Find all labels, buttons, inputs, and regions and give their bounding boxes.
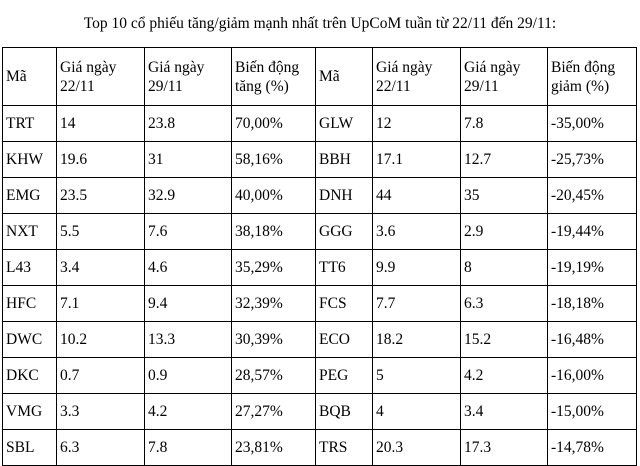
cell-price-22-11-down: 20.3 bbox=[373, 430, 461, 466]
cell-price-29-11-down: 17.3 bbox=[461, 430, 548, 466]
cell-ticker-down: ECO bbox=[316, 322, 373, 358]
cell-ticker-down: GGG bbox=[316, 214, 373, 250]
cell-ticker-up: SBL bbox=[3, 430, 57, 466]
cell-price-22-11-up: 3.4 bbox=[57, 250, 145, 286]
cell-change-up: 35,29% bbox=[232, 250, 316, 286]
header-line: Giá ngày bbox=[376, 58, 433, 76]
header-line: 22/11 bbox=[376, 77, 411, 95]
header-price-29-11-down bbox=[461, 48, 548, 106]
cell-price-22-11-down: 44 bbox=[373, 178, 461, 214]
header-line: giảm (%) bbox=[551, 77, 610, 95]
cell-change-down: -19,44% bbox=[548, 214, 637, 250]
header-ticker-down: Mã bbox=[316, 48, 373, 106]
cell-price-29-11-down: 7.8 bbox=[461, 106, 548, 142]
stocks-table bbox=[2, 47, 637, 466]
cell-ticker-down: GLW bbox=[316, 106, 373, 142]
cell-price-29-11-up: 9.4 bbox=[145, 286, 232, 322]
cell-price-22-11-up: 19.6 bbox=[57, 142, 145, 178]
cell-price-29-11-down: 8 bbox=[461, 250, 548, 286]
header-price-22-11-down bbox=[373, 48, 461, 106]
header-line: tăng (%) bbox=[235, 77, 289, 95]
header-price-29-11-up bbox=[145, 48, 232, 106]
header-line: Biến động bbox=[551, 58, 616, 76]
cell-price-22-11-up: 10.2 bbox=[57, 322, 145, 358]
cell-price-22-11-down: 4 bbox=[373, 394, 461, 430]
header-change-down bbox=[548, 48, 637, 106]
cell-price-22-11-down: 7.7 bbox=[373, 286, 461, 322]
cell-change-down: -20,45% bbox=[548, 178, 637, 214]
cell-price-22-11-down: 18.2 bbox=[373, 322, 461, 358]
cell-change-down: -18,18% bbox=[548, 286, 637, 322]
header-line: Giá ngày bbox=[464, 58, 521, 76]
cell-ticker-down: PEG bbox=[316, 358, 373, 394]
table-row bbox=[3, 250, 637, 286]
table-row bbox=[3, 394, 637, 430]
header-line: Giá ngày bbox=[148, 58, 205, 76]
cell-price-22-11-up: 5.5 bbox=[57, 214, 145, 250]
cell-ticker-up: NXT bbox=[3, 214, 57, 250]
cell-change-up: 28,57% bbox=[232, 358, 316, 394]
cell-ticker-up: VMG bbox=[3, 394, 57, 430]
cell-price-22-11-down: 3.6 bbox=[373, 214, 461, 250]
table-row bbox=[3, 214, 637, 250]
cell-price-29-11-down: 4.2 bbox=[461, 358, 548, 394]
page-title: Top 10 cổ phiếu tăng/giảm mạnh nhất trên UpCoM tuần từ 22/11 đến 29/11: bbox=[83, 15, 557, 32]
cell-change-up: 40,00% bbox=[232, 178, 316, 214]
header-row bbox=[3, 48, 637, 106]
cell-price-29-11-up: 7.8 bbox=[145, 430, 232, 466]
cell-price-22-11-up: 6.3 bbox=[57, 430, 145, 466]
cell-change-down: -16,00% bbox=[548, 358, 637, 394]
cell-change-down: -16,48% bbox=[548, 322, 637, 358]
cell-price-29-11-up: 7.6 bbox=[145, 214, 232, 250]
cell-change-up: 32,39% bbox=[232, 286, 316, 322]
cell-ticker-down: FCS bbox=[316, 286, 373, 322]
cell-change-down: -14,78% bbox=[548, 430, 637, 466]
cell-ticker-up: HFC bbox=[3, 286, 57, 322]
cell-change-up: 70,00% bbox=[232, 106, 316, 142]
cell-price-22-11-up: 23.5 bbox=[57, 178, 145, 214]
cell-ticker-down: BQB bbox=[316, 394, 373, 430]
cell-price-29-11-down: 3.4 bbox=[461, 394, 548, 430]
cell-change-down: -35,00% bbox=[548, 106, 637, 142]
cell-ticker-up: TRT bbox=[3, 106, 57, 142]
cell-change-up: 38,18% bbox=[232, 214, 316, 250]
table-row bbox=[3, 142, 637, 178]
cell-ticker-down: TT6 bbox=[316, 250, 373, 286]
header-line: Giá ngày bbox=[60, 58, 117, 76]
table-row bbox=[3, 106, 637, 142]
cell-price-29-11-up: 23.8 bbox=[145, 106, 232, 142]
cell-price-29-11-down: 2.9 bbox=[461, 214, 548, 250]
table-row bbox=[3, 322, 637, 358]
cell-price-29-11-down: 6.3 bbox=[461, 286, 548, 322]
cell-ticker-up: KHW bbox=[3, 142, 57, 178]
header-line: 22/11 bbox=[60, 77, 95, 95]
cell-price-29-11-down: 35 bbox=[461, 178, 548, 214]
header-line: 29/11 bbox=[464, 77, 499, 95]
cell-price-29-11-up: 4.2 bbox=[145, 394, 232, 430]
header-line: Biến động bbox=[235, 58, 300, 76]
cell-price-29-11-down: 12.7 bbox=[461, 142, 548, 178]
table-row bbox=[3, 358, 637, 394]
cell-price-22-11-down: 5 bbox=[373, 358, 461, 394]
header-price-22-11-up bbox=[57, 48, 145, 106]
table-row bbox=[3, 430, 637, 466]
cell-price-29-11-up: 0.9 bbox=[145, 358, 232, 394]
cell-price-22-11-up: 14 bbox=[57, 106, 145, 142]
header-line: 29/11 bbox=[148, 77, 183, 95]
table-row bbox=[3, 178, 637, 214]
cell-price-29-11-up: 13.3 bbox=[145, 322, 232, 358]
cell-price-22-11-down: 17.1 bbox=[373, 142, 461, 178]
cell-price-22-11-up: 7.1 bbox=[57, 286, 145, 322]
cell-price-22-11-up: 0.7 bbox=[57, 358, 145, 394]
cell-change-down: -25,73% bbox=[548, 142, 637, 178]
cell-ticker-up: DKC bbox=[3, 358, 57, 394]
cell-price-22-11-down: 9.9 bbox=[373, 250, 461, 286]
cell-change-up: 23,81% bbox=[232, 430, 316, 466]
cell-ticker-up: DWC bbox=[3, 322, 57, 358]
cell-change-up: 27,27% bbox=[232, 394, 316, 430]
cell-price-22-11-up: 3.3 bbox=[57, 394, 145, 430]
cell-ticker-up: EMG bbox=[3, 178, 57, 214]
cell-change-down: -15,00% bbox=[548, 394, 637, 430]
cell-ticker-up: L43 bbox=[3, 250, 57, 286]
table-row bbox=[3, 286, 637, 322]
cell-change-down: -19,19% bbox=[548, 250, 637, 286]
cell-price-29-11-up: 32.9 bbox=[145, 178, 232, 214]
cell-price-29-11-down: 15.2 bbox=[461, 322, 548, 358]
cell-ticker-down: DNH bbox=[316, 178, 373, 214]
cell-ticker-down: BBH bbox=[316, 142, 373, 178]
cell-price-29-11-up: 4.6 bbox=[145, 250, 232, 286]
cell-ticker-down: TRS bbox=[316, 430, 373, 466]
header-change-up bbox=[232, 48, 316, 106]
cell-price-22-11-down: 12 bbox=[373, 106, 461, 142]
header-ticker-up: Mã bbox=[3, 48, 57, 106]
cell-change-up: 58,16% bbox=[232, 142, 316, 178]
cell-price-29-11-up: 31 bbox=[145, 142, 232, 178]
cell-change-up: 30,39% bbox=[232, 322, 316, 358]
